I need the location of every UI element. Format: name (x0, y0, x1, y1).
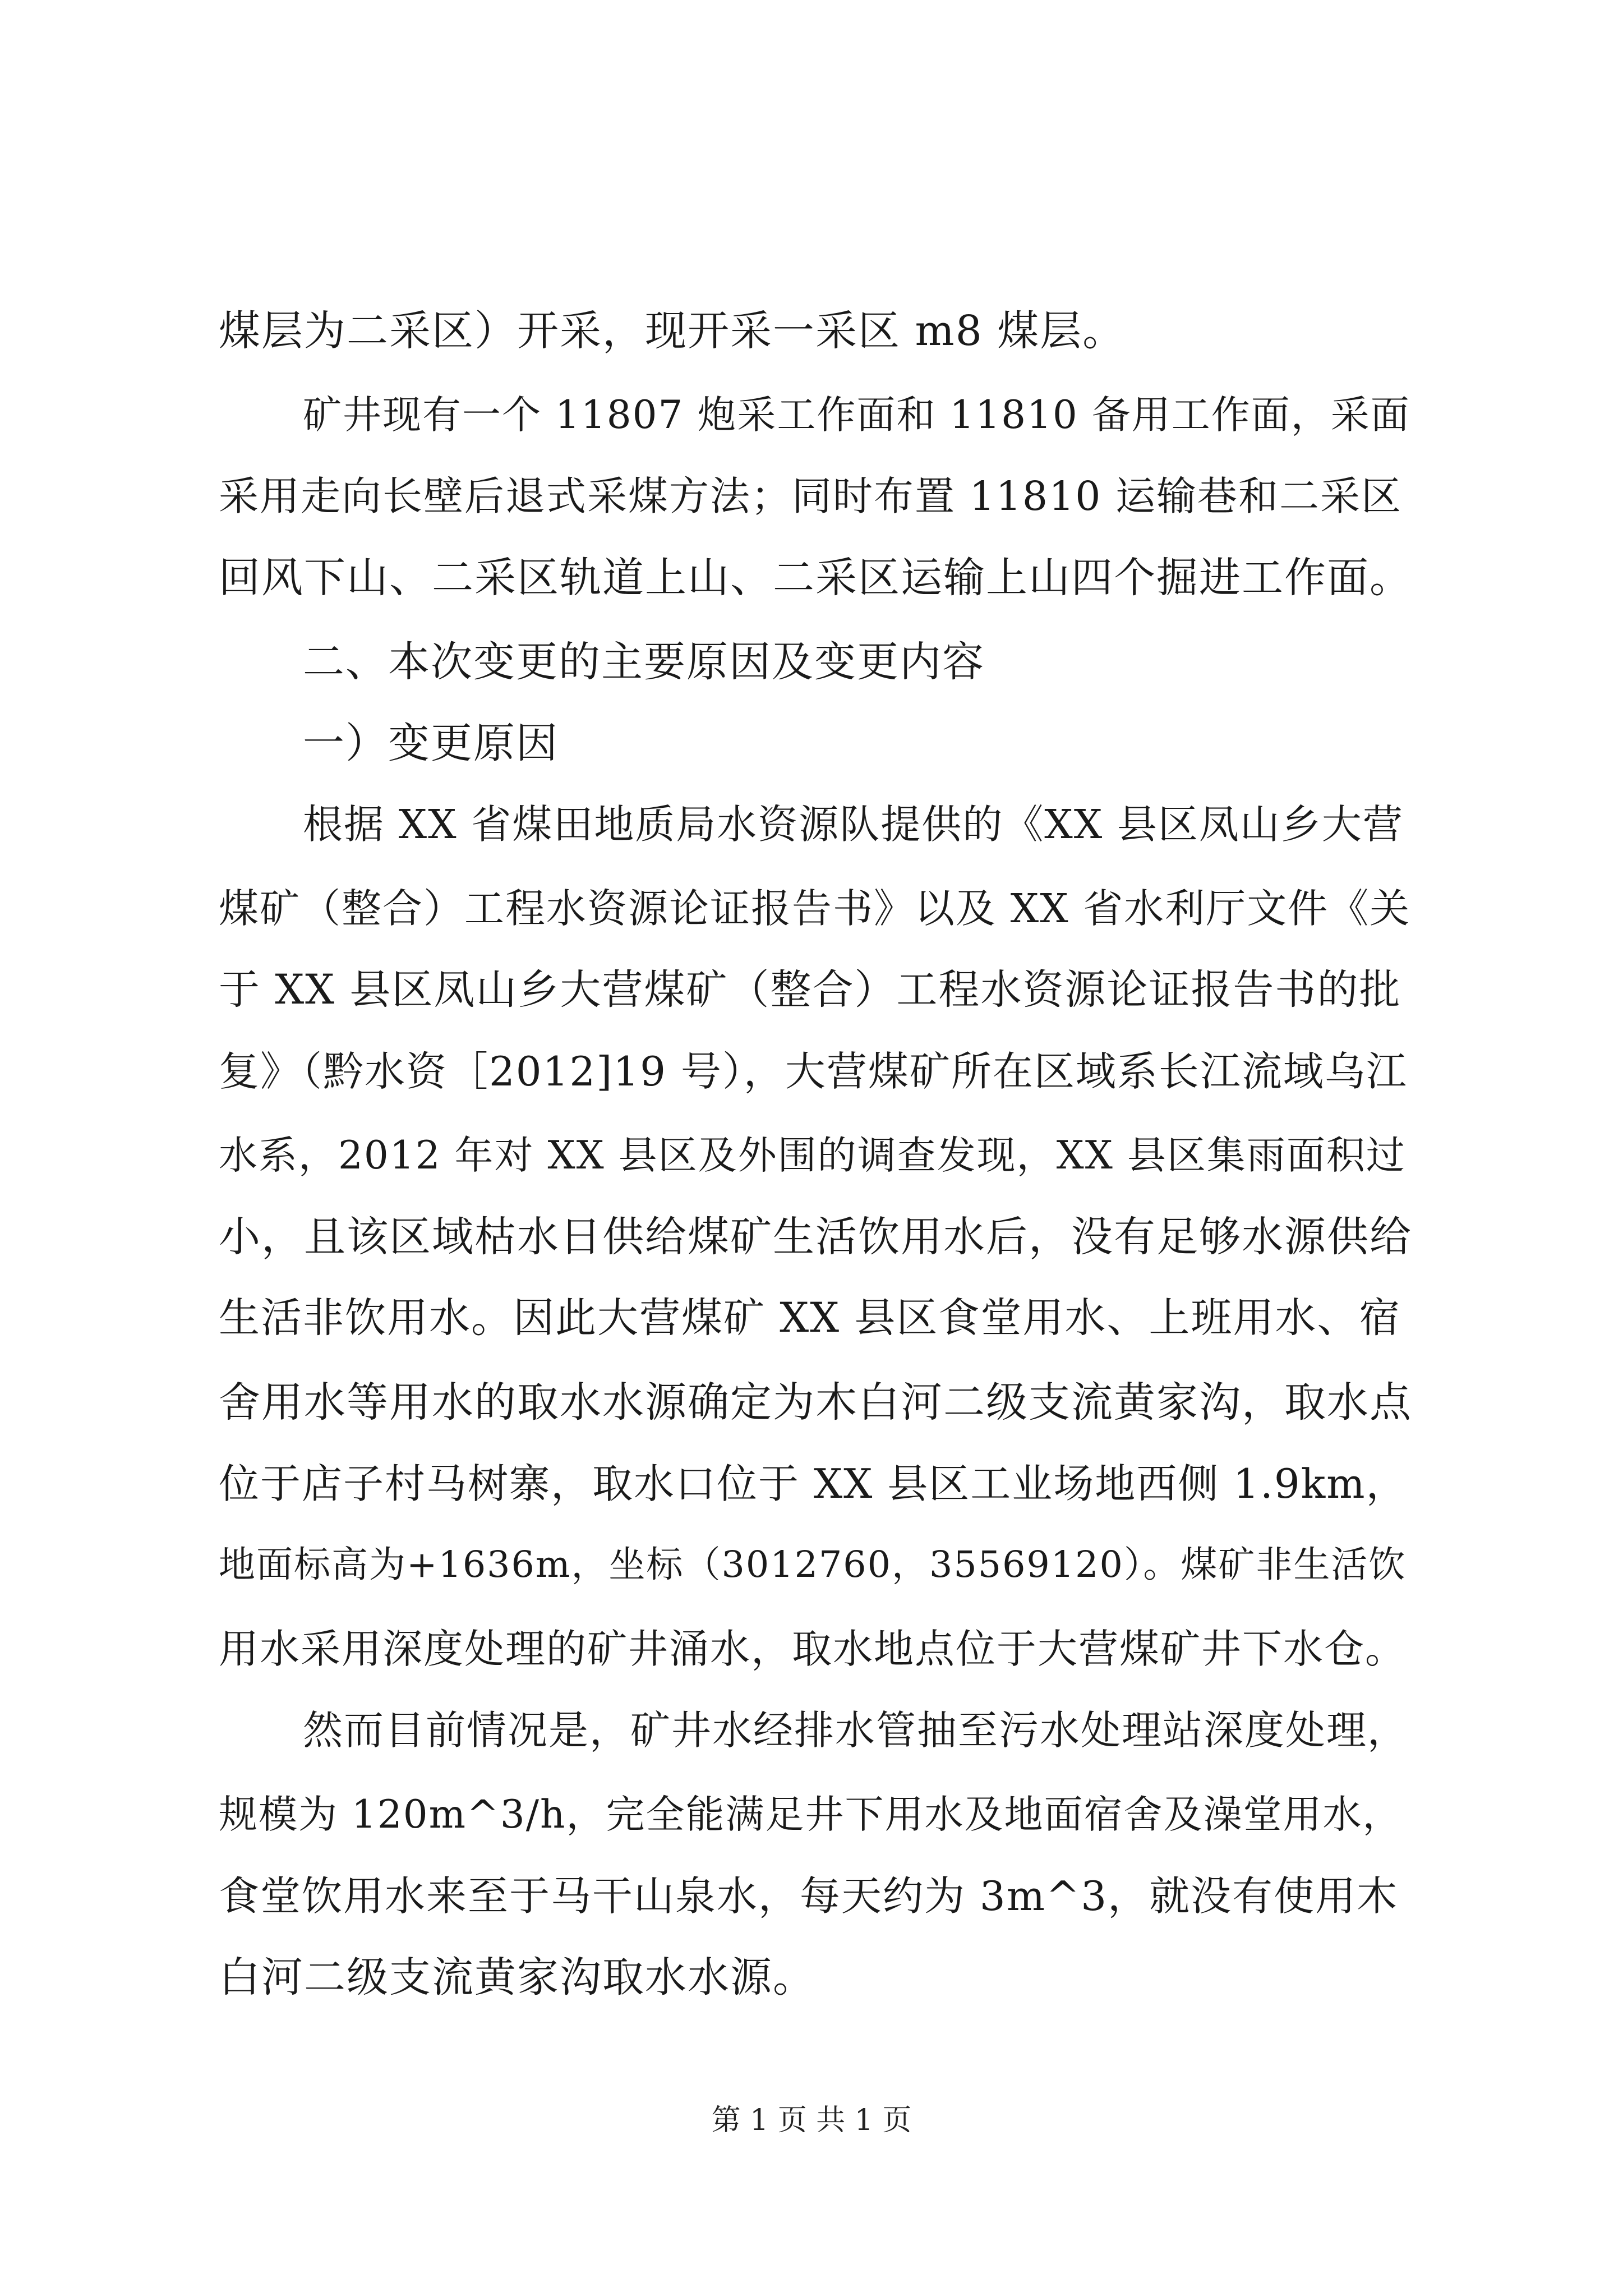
text-line-4: 回风下山、二采区轨道上山、二采区运输上山四个掘进工作面。 (219, 554, 1412, 602)
text-line-3: 采用走向长壁后退式采煤方法；同时布置 11810 运输巷和二采区 (219, 473, 1403, 519)
text-line-7: 根据 XX 省煤田地质局水资源队提供的《XX 县区凤山乡大营 (303, 801, 1404, 848)
subsection-heading: 一）变更原因 (303, 719, 559, 767)
text-line-12: 小，且该区域枯水日供给煤矿生活饮用水后，没有足够水源供给 (219, 1213, 1412, 1261)
text-line-2: 矿井现有一个 11807 炮采工作面和 11810 备用工作面，采面 (303, 393, 1410, 438)
text-line-19: 规模为 120m^3/h，完全能满足井下用水及地面宿舍及澡堂用水， (219, 1792, 1403, 1837)
text-line-18: 然而目前情况是，矿井水经排水管抽至污水处理站深度处理， (303, 1707, 1409, 1754)
page-footer: 第 1 页 共 1 页 (711, 2104, 912, 2137)
text-line-14: 舍用水等用水的取水水源确定为木白河二级支流黄家沟，取水点 (219, 1378, 1412, 1427)
text-line-16: 地面标高为+1636m，坐标（3012760，35569120）。煤矿非生活饮 (219, 1544, 1407, 1586)
text-line-21: 白河二级支流黄家沟取水水源。 (219, 1953, 815, 2001)
text-line-20: 食堂饮用水来至于马干山泉水，每天约为 3m^3，就没有使用木 (219, 1872, 1399, 1920)
text-line-1: 煤层为二采区）开采，现开采一采区 m8 煤层。 (219, 307, 1126, 355)
text-line-11: 水系，2012 年对 XX 县区及外围的调查发现，XX 县区集雨面积过 (219, 1133, 1406, 1178)
text-line-17: 用水采用深度处理的矿井涌水，取水地点位于大营煤矿井下水仓。 (219, 1626, 1407, 1672)
text-line-10: 复》（黔水资［2012]19 号），大营煤矿所在区域系长江流域乌江 (219, 1048, 1408, 1095)
text-line-8: 煤矿（整合）工程水资源论证报告书》以及 XX 省水利厅文件《关 (219, 885, 1411, 932)
text-line-13: 生活非饮用水。因此大营煤矿 XX 县区食堂用水、上班用水、宿 (219, 1294, 1401, 1342)
text-line-15: 位于店子村马树寨，取水口位于 XX 县区工业场地西侧 1.9km， (219, 1460, 1408, 1507)
text-line-9: 于 XX 县区凤山乡大营煤矿（整合）工程水资源论证报告书的批 (219, 966, 1401, 1014)
section-heading: 二、本次变更的主要原因及变更内容 (303, 638, 985, 686)
